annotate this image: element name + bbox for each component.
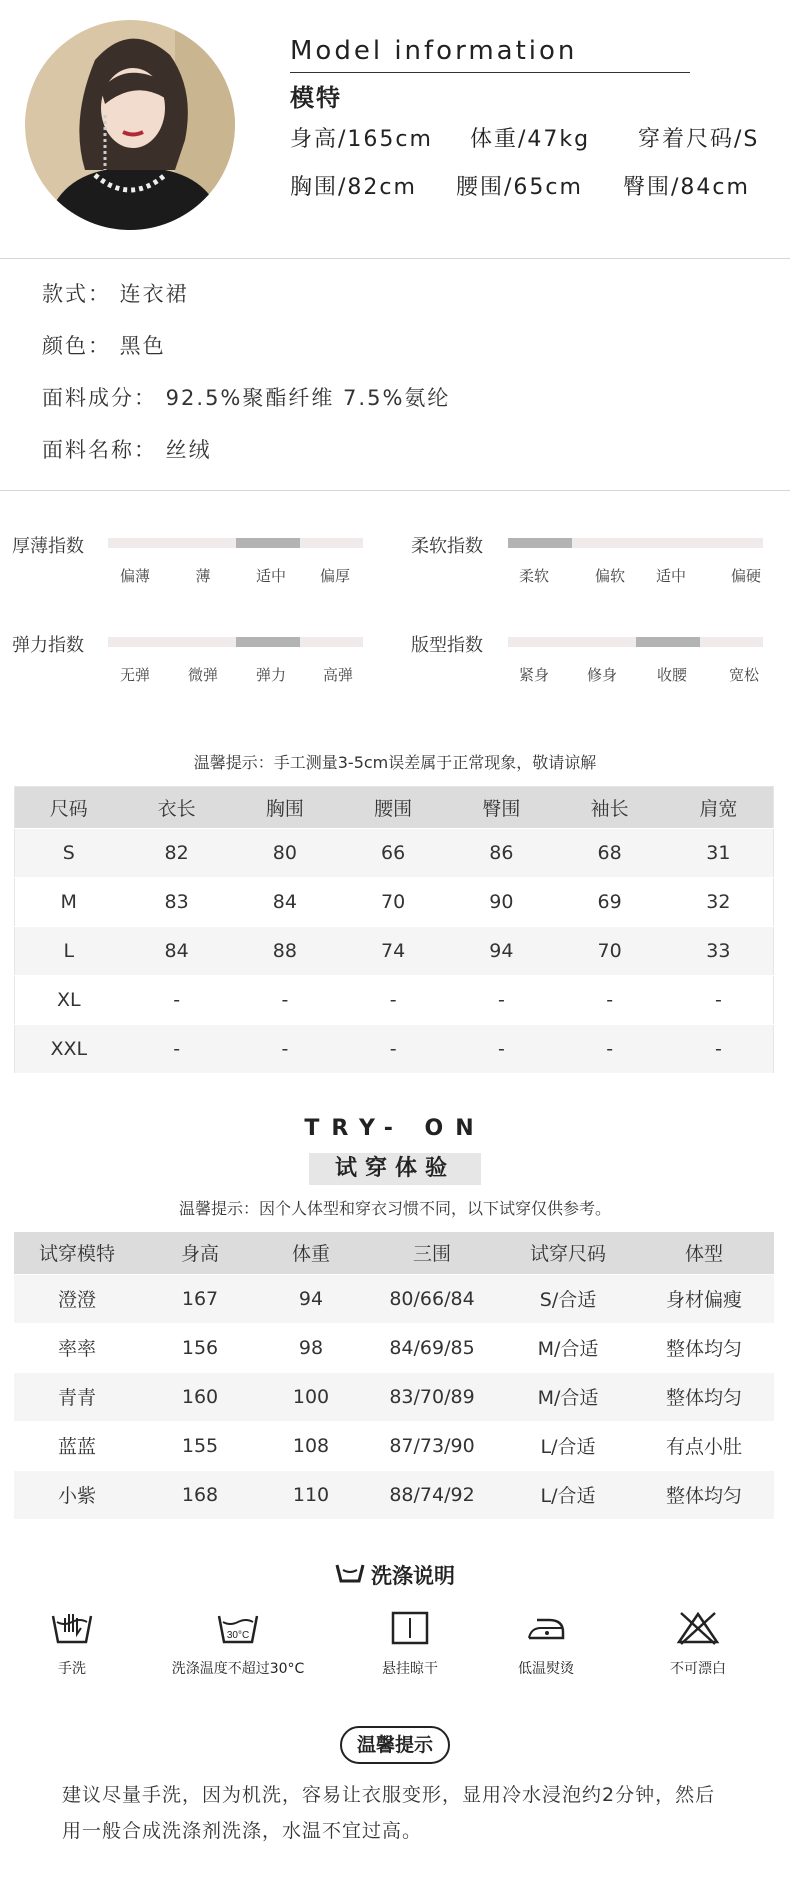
table-cell: M/合适 — [502, 1323, 634, 1372]
table-cell: 80 — [231, 829, 339, 878]
table-cell: S/合适 — [502, 1274, 634, 1323]
index-option: 无弹 — [119, 666, 150, 684]
table-cell: 88 — [231, 927, 339, 976]
table-cell: - — [556, 1025, 664, 1074]
tryon-title: TRY- ON — [304, 1116, 486, 1141]
index-thickness-fill — [236, 538, 300, 548]
index-fit-fill — [636, 637, 700, 647]
index-softness-fill — [508, 538, 572, 548]
table-header-cell: 体重 — [260, 1232, 362, 1274]
wash-heading — [0, 1560, 790, 1590]
wash-item-30 — [148, 1610, 328, 1678]
table-header-cell: 试穿尺码 — [502, 1232, 634, 1274]
model-avatar — [25, 20, 235, 230]
table-row — [15, 1025, 774, 1074]
index-option: 偏软 — [594, 567, 625, 585]
table-cell: 155 — [140, 1421, 260, 1470]
table-cell: XL — [15, 976, 123, 1025]
index-thickness-track — [108, 538, 363, 548]
table-cell: 82 — [123, 829, 231, 878]
table-cell: 70 — [556, 927, 664, 976]
table-cell: 66 — [339, 829, 447, 878]
model-size: 穿着尺码/S — [638, 127, 760, 152]
table-cell: XXL — [15, 1025, 123, 1074]
model-info-title: Model information — [290, 36, 578, 66]
table-header-cell: 胸围 — [231, 787, 339, 829]
table-cell: 33 — [664, 927, 774, 976]
table-header-cell: 体型 — [634, 1232, 774, 1274]
model-height: 身高/165cm — [290, 127, 433, 152]
table-cell: 小紫 — [14, 1470, 140, 1519]
table-cell: M — [15, 878, 123, 927]
tryon-badge: 试穿体验 — [309, 1153, 481, 1185]
table-header-cell: 三围 — [362, 1232, 502, 1274]
table-header-cell: 肩宽 — [664, 787, 774, 829]
table-cell: 68 — [556, 829, 664, 878]
index-option: 修身 — [586, 666, 617, 684]
table-header-cell: 试穿模特 — [14, 1232, 140, 1274]
model-name: 模特 — [290, 84, 342, 112]
index-option: 收腰 — [656, 666, 687, 684]
table-cell: 整体均匀 — [634, 1323, 774, 1372]
index-option: 偏硬 — [730, 567, 761, 585]
table-cell: - — [231, 1025, 339, 1074]
table-cell: 83 — [123, 878, 231, 927]
table-cell: S — [15, 829, 123, 878]
tryon-table — [14, 1232, 774, 1520]
table-row — [14, 1323, 774, 1372]
table-cell: L/合适 — [502, 1470, 634, 1519]
wash-title: 洗涤说明 — [371, 1564, 455, 1588]
table-header-row — [14, 1232, 774, 1274]
table-cell: 168 — [140, 1470, 260, 1519]
table-cell: 整体均匀 — [634, 1470, 774, 1519]
table-cell: - — [664, 976, 774, 1025]
table-row — [14, 1421, 774, 1470]
tryon-tip: 温馨提示：因个人体型和穿衣习惯不同，以下试穿仅供参考。 — [178, 1199, 611, 1218]
hang-dry-icon — [387, 1610, 433, 1646]
table-cell: - — [339, 976, 447, 1025]
wash-item-no-bleach — [608, 1610, 788, 1678]
index-option: 偏厚 — [319, 567, 350, 585]
index-elasticity-fill — [236, 637, 300, 647]
table-cell: - — [123, 1025, 231, 1074]
table-cell: 94 — [447, 927, 555, 976]
index-thickness-label: 厚薄指数 — [12, 536, 84, 557]
model-title-rule — [290, 72, 690, 73]
index-softness-track — [508, 538, 763, 548]
table-cell: - — [556, 976, 664, 1025]
table-cell: 160 — [140, 1372, 260, 1421]
size-table — [14, 786, 774, 1074]
model-hip: 臀围/84cm — [623, 175, 750, 200]
table-cell: 澄澄 — [14, 1274, 140, 1323]
table-row — [14, 1372, 774, 1421]
table-row — [15, 829, 774, 878]
attr-color: 颜色： 黑色 — [42, 334, 166, 358]
attr-composition: 面料成分： 92.5%聚酯纤维 7.5%氨纶 — [42, 386, 451, 410]
index-option: 紧身 — [518, 666, 549, 684]
index-option: 薄 — [195, 567, 211, 585]
table-cell: 156 — [140, 1323, 260, 1372]
index-option: 适中 — [255, 567, 286, 585]
table-cell: - — [123, 976, 231, 1025]
no-bleach-icon — [675, 1610, 721, 1646]
wash-basin-icon — [335, 1562, 365, 1589]
table-cell: 31 — [664, 829, 774, 878]
index-option: 微弹 — [187, 666, 218, 684]
table-cell: 32 — [664, 878, 774, 927]
table-cell: 80/66/84 — [362, 1274, 502, 1323]
table-cell: M/合适 — [502, 1372, 634, 1421]
table-cell: 青青 — [14, 1372, 140, 1421]
wash-30-text: 30°C — [226, 1630, 250, 1641]
section-divider — [0, 258, 790, 259]
wash-30-icon — [215, 1610, 261, 1646]
index-option: 宽松 — [728, 666, 759, 684]
size-table-tip: 温馨提示：手工测量3-5cm误差属于正常现象，敬请谅解 — [193, 753, 597, 772]
model-bust: 胸围/82cm — [290, 175, 417, 200]
table-cell: 整体均匀 — [634, 1372, 774, 1421]
wash-label: 洗涤温度不超过30°C — [171, 1661, 305, 1677]
table-cell: 69 — [556, 878, 664, 927]
table-header-cell: 身高 — [140, 1232, 260, 1274]
table-cell: 100 — [260, 1372, 362, 1421]
model-waist: 腰围/65cm — [456, 175, 583, 200]
table-cell: 88/74/92 — [362, 1470, 502, 1519]
table-header-cell: 腰围 — [339, 787, 447, 829]
index-fit-label: 版型指数 — [411, 635, 483, 656]
low-iron-icon — [523, 1610, 569, 1646]
table-cell: 74 — [339, 927, 447, 976]
table-cell: 70 — [339, 878, 447, 927]
table-cell: 率率 — [14, 1323, 140, 1372]
notice-title: 温馨提示 — [340, 1726, 450, 1764]
wash-label: 悬挂晾干 — [382, 1661, 438, 1677]
table-header-cell: 尺码 — [15, 787, 123, 829]
hand-wash-icon — [49, 1610, 95, 1646]
table-cell: - — [447, 976, 555, 1025]
table-cell: 有点小肚 — [634, 1421, 774, 1470]
section-divider — [0, 490, 790, 491]
index-softness-label: 柔软指数 — [411, 536, 483, 557]
table-row — [15, 976, 774, 1025]
table-cell: 94 — [260, 1274, 362, 1323]
wash-label: 低温熨烫 — [518, 1661, 574, 1677]
index-elasticity-label: 弹力指数 — [12, 635, 84, 656]
table-row — [15, 878, 774, 927]
table-cell: 84 — [231, 878, 339, 927]
table-cell: 84/69/85 — [362, 1323, 502, 1372]
table-cell: - — [664, 1025, 774, 1074]
table-header-cell: 袖长 — [556, 787, 664, 829]
table-header-row — [15, 787, 774, 829]
table-header-cell: 衣长 — [123, 787, 231, 829]
table-row — [15, 927, 774, 976]
table-row — [14, 1470, 774, 1519]
table-cell: 86 — [447, 829, 555, 878]
wash-item-hand-wash — [0, 1610, 162, 1678]
table-header-cell: 臀围 — [447, 787, 555, 829]
wash-label: 手洗 — [58, 1661, 86, 1677]
index-option: 高弹 — [322, 666, 353, 684]
table-cell: - — [339, 1025, 447, 1074]
index-fit-track — [508, 637, 763, 647]
notice-line-1: 建议尽量手洗，因为机洗，容易让衣服变形，显用冷水浸泡约2分钟，然后 — [62, 1784, 716, 1806]
table-cell: 87/73/90 — [362, 1421, 502, 1470]
index-option: 适中 — [655, 567, 686, 585]
table-cell: 90 — [447, 878, 555, 927]
table-cell: 110 — [260, 1470, 362, 1519]
table-cell: 98 — [260, 1323, 362, 1372]
index-option: 弹力 — [255, 666, 286, 684]
table-cell: 蓝蓝 — [14, 1421, 140, 1470]
table-cell: 83/70/89 — [362, 1372, 502, 1421]
table-cell: L — [15, 927, 123, 976]
table-cell: L/合适 — [502, 1421, 634, 1470]
table-cell: - — [447, 1025, 555, 1074]
table-row — [14, 1274, 774, 1323]
wash-label: 不可漂白 — [670, 1661, 726, 1677]
table-cell: 84 — [123, 927, 231, 976]
attr-style: 款式： 连衣裙 — [42, 282, 189, 306]
notice-line-2: 用一般合成洗涤剂洗涤，水温不宜过高。 — [62, 1820, 423, 1842]
table-cell: 167 — [140, 1274, 260, 1323]
index-option: 柔软 — [518, 567, 549, 585]
table-cell: 身材偏瘦 — [634, 1274, 774, 1323]
table-cell: - — [231, 976, 339, 1025]
attr-fabric: 面料名称： 丝绒 — [42, 438, 212, 462]
table-cell: 108 — [260, 1421, 362, 1470]
index-elasticity-track — [108, 637, 363, 647]
index-option: 偏薄 — [119, 567, 150, 585]
model-weight: 体重/47kg — [470, 127, 591, 152]
